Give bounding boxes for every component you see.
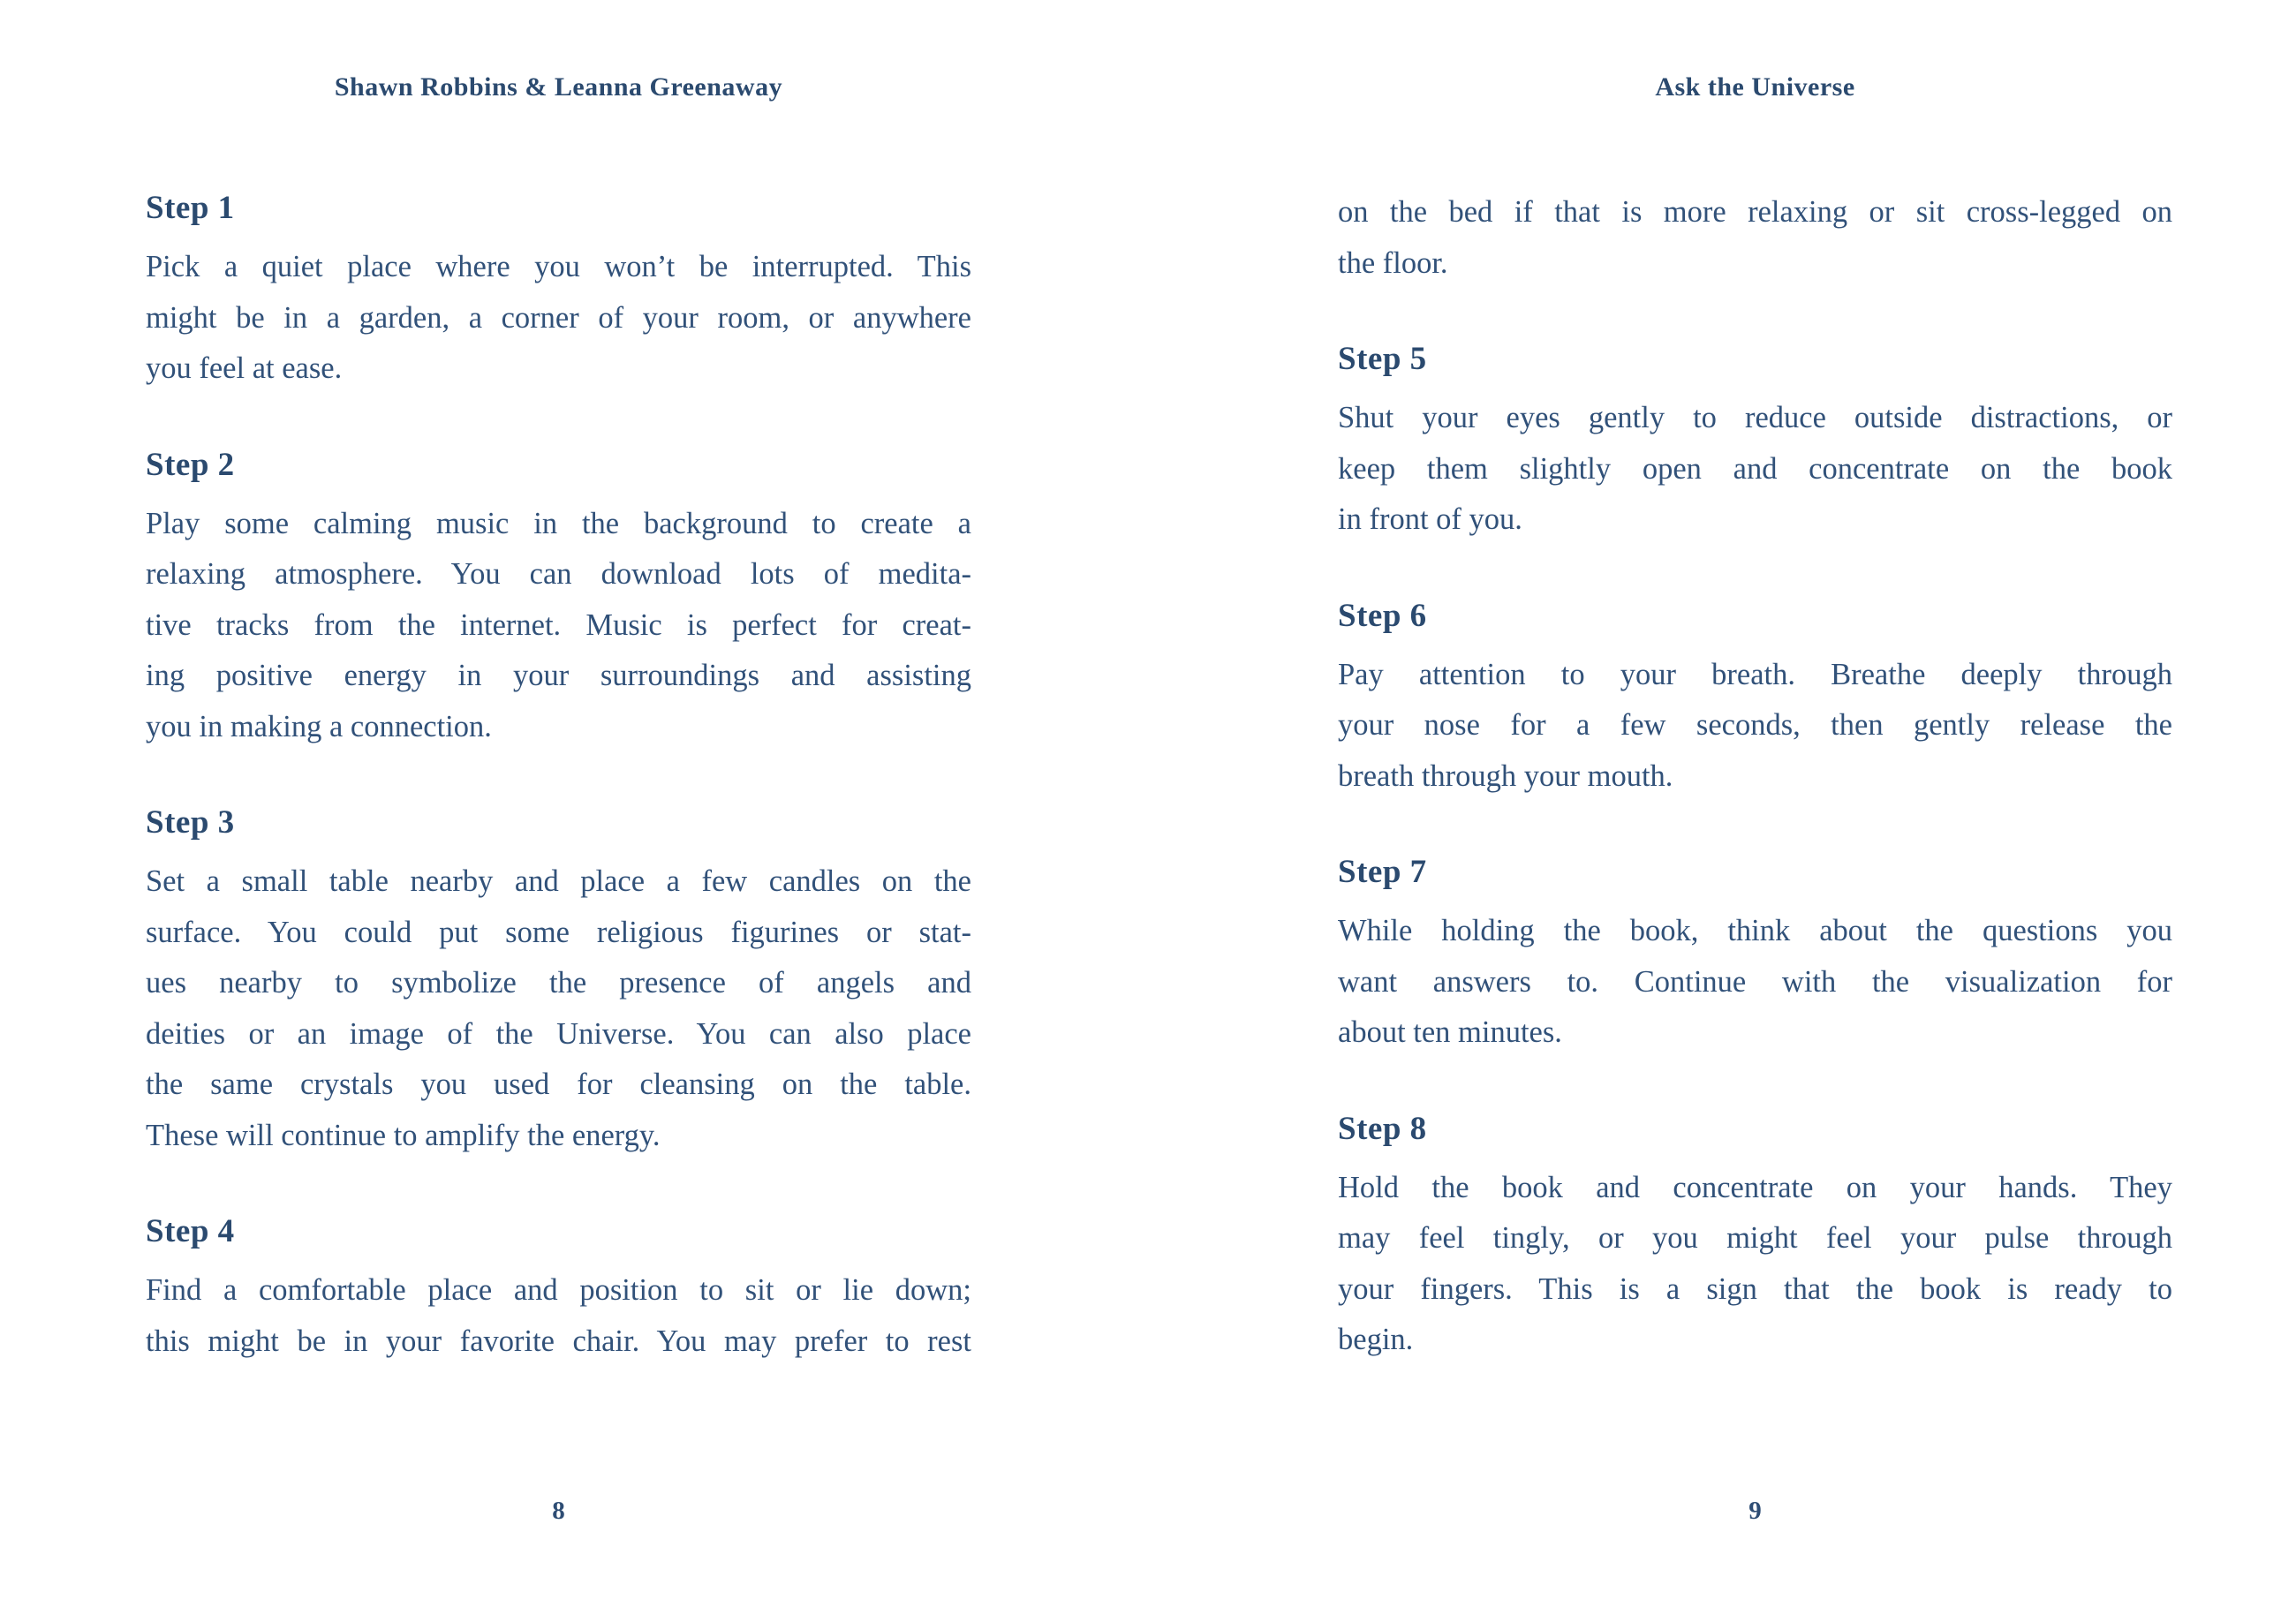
step-body bbox=[146, 499, 971, 753]
body-line: on the bed if that is more relaxing or sit cross-legged on bbox=[1338, 195, 2172, 229]
step-heading: Step 8 bbox=[1338, 1110, 1427, 1147]
body-line: relaxing atmosphere. You can download lots of medita- bbox=[146, 557, 971, 591]
body-line: your nose for a few seconds, then gently release the bbox=[1338, 708, 2172, 742]
page-number-right: 9 bbox=[1748, 1497, 1762, 1525]
body-line: might be in a garden, a corner of your room, or anywhere bbox=[146, 300, 971, 335]
body-line: breath through your mouth. bbox=[1338, 758, 1673, 793]
step-body bbox=[1338, 187, 2172, 289]
body-line: deities or an image of the Universe. You can also place bbox=[146, 1016, 971, 1051]
body-line: about ten minutes. bbox=[1338, 1015, 1562, 1049]
step-body bbox=[146, 1265, 971, 1367]
body-line: tive tracks from the internet. Music is perfect for creat- bbox=[146, 607, 971, 642]
body-line: begin. bbox=[1338, 1323, 1414, 1356]
body-line: you in making a connection. bbox=[146, 709, 492, 743]
step-body bbox=[1338, 906, 2172, 1059]
body-line: Pay attention to your breath. Breathe deeply through bbox=[1338, 657, 2172, 691]
body-line: you feel at ease. bbox=[146, 351, 343, 385]
page-number-left: 8 bbox=[552, 1497, 565, 1525]
body-line: Find a comfortable place and position to sit or lie down; bbox=[146, 1273, 971, 1307]
body-line: your fingers. This is a sign that the book is ready to bbox=[1338, 1271, 2172, 1306]
step-heading: Step 5 bbox=[1338, 341, 1427, 377]
step-section bbox=[1338, 595, 2172, 803]
body-line: Set a small table nearby and place a few candles on the bbox=[146, 864, 971, 898]
step-heading: Step 7 bbox=[1338, 854, 1427, 890]
step-section bbox=[146, 187, 971, 395]
step-sections-left bbox=[146, 187, 971, 1367]
book-page-right bbox=[1148, 0, 2296, 1607]
step-section bbox=[146, 1211, 971, 1367]
body-line: Play some calming music in the background to create a bbox=[146, 506, 971, 540]
step-heading: Step 3 bbox=[146, 804, 235, 841]
step-section bbox=[1338, 851, 2172, 1059]
body-line: the same crystals you used for cleansing on the table. bbox=[146, 1068, 971, 1101]
step-body bbox=[146, 856, 971, 1161]
step-section bbox=[146, 802, 971, 1161]
running-head-authors: Shawn Robbins & Leanna Greenaway bbox=[334, 72, 783, 102]
step-heading: Step 2 bbox=[146, 446, 235, 483]
step-heading: Step 1 bbox=[146, 190, 235, 226]
body-line: ues nearby to symbolize the presence of angels and bbox=[146, 966, 971, 1000]
body-line: the floor. bbox=[1338, 245, 1448, 280]
step-body bbox=[1338, 1163, 2172, 1366]
step-body bbox=[1338, 393, 2172, 546]
body-line: While holding the book, think about the questions you bbox=[1338, 914, 2172, 947]
body-line: want answers to. Continue with the visualization for bbox=[1338, 964, 2172, 999]
body-line: may feel tingly, or you might feel your pulse through bbox=[1338, 1221, 2172, 1255]
body-line: Hold the book and concentrate on your hands. They bbox=[1338, 1170, 2172, 1204]
step-body bbox=[1338, 650, 2172, 803]
body-line: surface. You could put some religious figurines or stat- bbox=[146, 915, 971, 949]
text-block-right bbox=[1338, 0, 2172, 1607]
body-line: Shut your eyes gently to reduce outside distractions, or bbox=[1338, 401, 2172, 434]
step-sections-right bbox=[1338, 187, 2172, 1366]
step-heading: Step 6 bbox=[1338, 597, 1427, 634]
running-head-book-title: Ask the Universe bbox=[1655, 72, 1855, 102]
body-line: keep them slightly open and concentrate on the book bbox=[1338, 451, 2172, 486]
body-line: These will continue to amplify the energy. bbox=[146, 1118, 661, 1152]
body-line: ing positive energy in your surroundings and assisting bbox=[146, 659, 971, 692]
body-line: Pick a quiet place where you won’t be interrupted. This bbox=[146, 250, 971, 283]
step-section bbox=[1338, 338, 2172, 546]
step-section bbox=[1338, 1108, 2172, 1366]
step-section bbox=[146, 444, 971, 753]
body-line: in front of you. bbox=[1338, 502, 1522, 536]
continued-paragraph bbox=[1338, 187, 2172, 289]
step-heading: Step 4 bbox=[146, 1213, 235, 1249]
step-body bbox=[146, 242, 971, 395]
text-block-left bbox=[146, 0, 971, 1607]
body-line: this might be in your favorite chair. You may prefer to rest bbox=[146, 1324, 971, 1358]
